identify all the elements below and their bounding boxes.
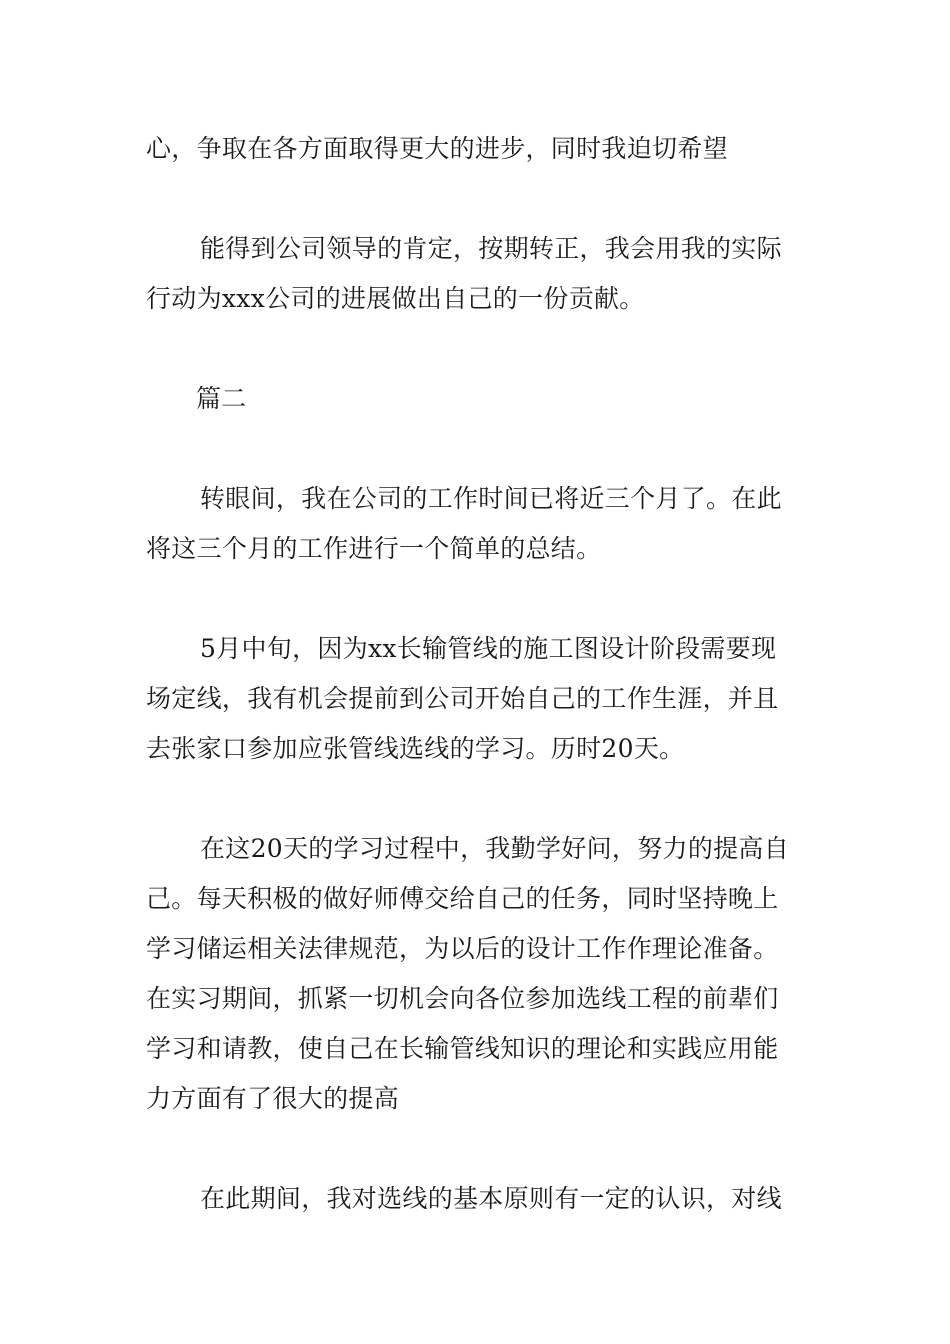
paragraph-line: 在实习期间，抓紧一切机会向各位参加选线工程的前辈们 xyxy=(146,984,779,1013)
paragraph-line: 在这20天的学习过程中，我勤学好问，努力的提高自 xyxy=(200,834,790,863)
paragraph-line: 在此期间，我对选线的基本原则有一定的认识，对线 xyxy=(200,1184,782,1213)
paragraph-line: 行动为xxx公司的进展做出自己的一份贡献。 xyxy=(146,284,645,313)
paragraph-line: 5月中旬，因为xx长输管线的施工图设计阶段需要现 xyxy=(200,634,777,663)
paragraph-line: 能得到公司领导的肯定，按期转正，我会用我的实际 xyxy=(200,234,782,263)
paragraph-line: 转眼间，我在公司的工作时间已将近三个月了。在此 xyxy=(200,484,782,513)
paragraph-line: 心，争取在各方面取得更大的进步，同时我迫切希望 xyxy=(146,134,728,163)
paragraph-line: 力方面有了很大的提高 xyxy=(146,1084,400,1113)
paragraph-line: 将这三个月的工作进行一个简单的总结。 xyxy=(146,534,602,563)
paragraph-line: 学习和请教，使自己在长输管线知识的理论和实践应用能 xyxy=(146,1034,779,1063)
paragraph-line: 己。每天积极的做好师傅交给自己的任务，同时坚持晚上 xyxy=(146,884,779,913)
section-heading: 篇二 xyxy=(196,384,247,413)
paragraph-line: 去张家口参加应张管线选线的学习。历时20天。 xyxy=(146,734,685,763)
paragraph-line: 学习储运相关法律规范，为以后的设计工作作理论准备。 xyxy=(146,934,779,963)
paragraph-line: 场定线，我有机会提前到公司开始自己的工作生涯，并且 xyxy=(146,684,779,713)
